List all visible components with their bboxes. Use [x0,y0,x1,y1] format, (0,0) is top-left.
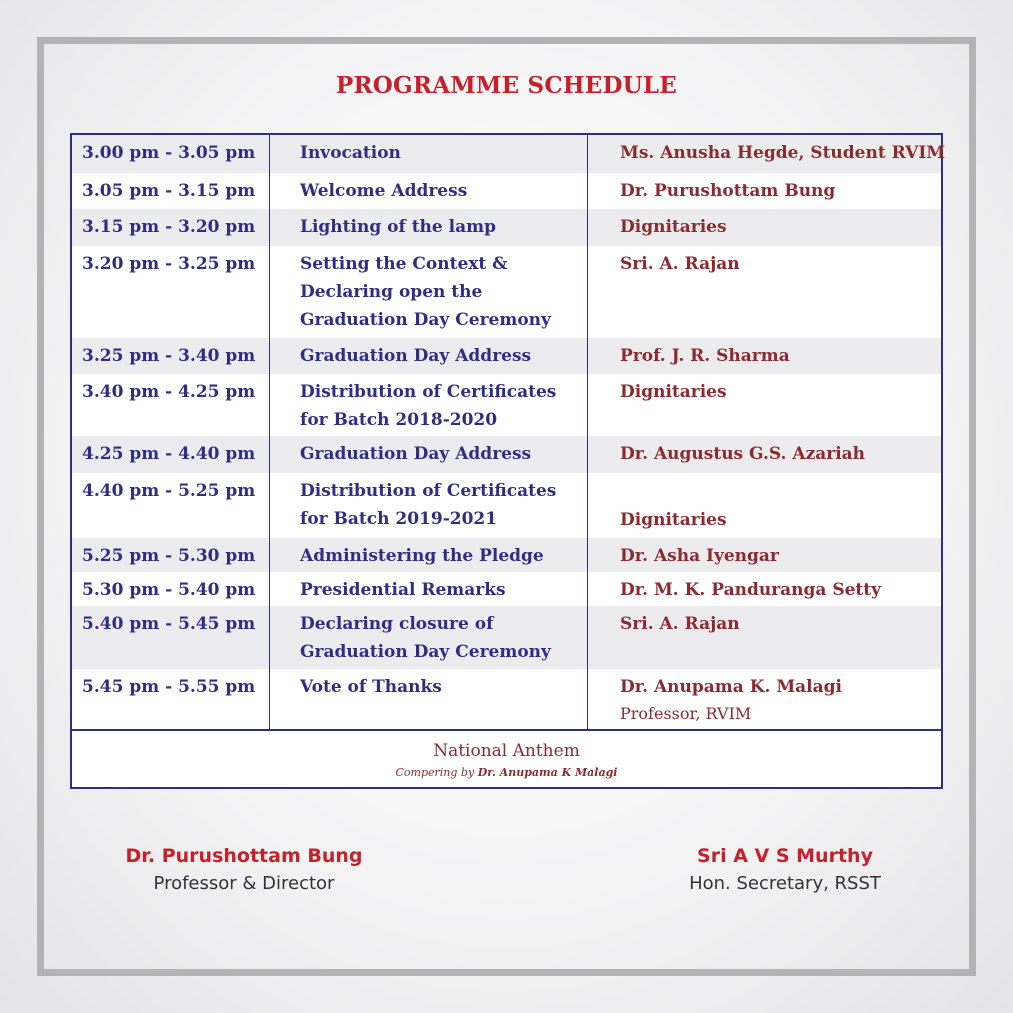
schedule-person-name: Dr. Asha Iyengar [620,546,779,566]
schedule-person-name: Ms. Anusha Hegde, Student RVIM [620,143,946,163]
schedule-person [620,542,779,570]
schedule-row [72,606,941,669]
schedule-event: Invocation [300,143,401,163]
schedule-person [620,177,835,205]
schedule-time: 3.00 pm - 3.05 pm [82,143,256,163]
schedule-event: Declaring closure of Graduation Day Ceremony [300,614,551,662]
schedule-person-name: Dignitaries [620,217,727,237]
schedule-event: Presidential Remarks [300,580,506,600]
schedule-row [72,572,941,606]
schedule-event: Graduation Day Address [300,444,532,464]
schedule-time: 3.05 pm - 3.15 pm [82,181,256,201]
schedule-event: Distribution of Certificates for Batch 2018-2020 [300,382,557,430]
schedule-person-name: Sri. A. Rajan [620,254,740,274]
schedule-person-name: Dignitaries [620,510,727,530]
schedule-event: Administering the Pledge [300,546,544,566]
schedule-table [70,133,946,789]
schedule-person [620,250,740,278]
national-anthem-label: National Anthem [433,741,580,761]
schedule-person-note: Professor, RVIM [620,704,752,723]
schedule-row [72,173,941,209]
schedule-row [72,473,941,538]
page-title: PROGRAMME SCHEDULE [336,72,677,99]
schedule-time: 5.30 pm - 5.40 pm [82,580,256,600]
schedule-row [72,135,946,173]
schedule-time: 3.25 pm - 3.40 pm [82,346,256,366]
schedule-time: 3.20 pm - 3.25 pm [82,254,256,274]
schedule-row [72,669,941,729]
schedule-person-name: Dr. Purushottam Bung [620,181,836,201]
schedule-event: Setting the Context & Declaring open the Graduation Day Ceremony [300,254,551,330]
signatory-right [635,843,935,897]
schedule-row [72,338,941,374]
compering-name: Dr. Anupama K Malagi [477,766,618,779]
schedule-time: 3.40 pm - 4.25 pm [82,382,256,402]
schedule-person-name: Dignitaries [620,382,727,402]
schedule-person [620,440,865,468]
schedule-person [620,673,842,727]
schedule-row [72,246,941,338]
column-divider-event [587,135,588,729]
schedule-person [620,576,881,604]
schedule-time: 5.25 pm - 5.30 pm [82,546,256,566]
compering-line [72,766,941,779]
schedule-event: Welcome Address [300,181,468,201]
compering-prefix: Compering by [395,766,475,779]
schedule-row [72,209,941,246]
column-divider-time [269,135,270,729]
schedule-time: 3.15 pm - 3.20 pm [82,217,256,237]
signatory-left [94,843,394,897]
schedule-person [620,610,740,638]
schedule-event: Vote of Thanks [300,677,442,697]
schedule-person [620,378,727,406]
schedule-person [620,213,727,241]
schedule-person-name: Dr. Augustus G.S. Azariah [620,444,866,464]
schedule-time: 4.25 pm - 4.40 pm [82,444,256,464]
schedule-time: 5.45 pm - 5.55 pm [82,677,256,697]
signatory-name: Sri A V S Murthy [697,845,873,867]
schedule-person [620,342,790,370]
schedule-event: Lighting of the lamp [300,217,496,237]
schedule-event: Graduation Day Address [300,346,532,366]
signatory-name: Dr. Purushottam Bung [125,845,363,867]
schedule-row [72,538,941,572]
schedule-person-name: Dr. M. K. Panduranga Setty [620,580,882,600]
schedule-row [72,374,941,436]
footer-divider [72,729,941,731]
schedule-row [72,436,941,473]
schedule-person [620,506,727,534]
schedule-event: Distribution of Certificates for Batch 2019-2021 [300,481,557,529]
schedule-person-name: Sri. A. Rajan [620,614,740,634]
schedule-person [620,139,945,167]
signatory-role: Hon. Secretary, RSST [689,873,881,894]
schedule-time: 5.40 pm - 5.45 pm [82,614,256,634]
schedule-time: 4.40 pm - 5.25 pm [82,481,256,501]
signatory-role: Professor & Director [153,873,335,894]
schedule-person-name: Prof. J. R. Sharma [620,346,790,366]
schedule-person-name: Dr. Anupama K. Malagi [620,677,842,697]
